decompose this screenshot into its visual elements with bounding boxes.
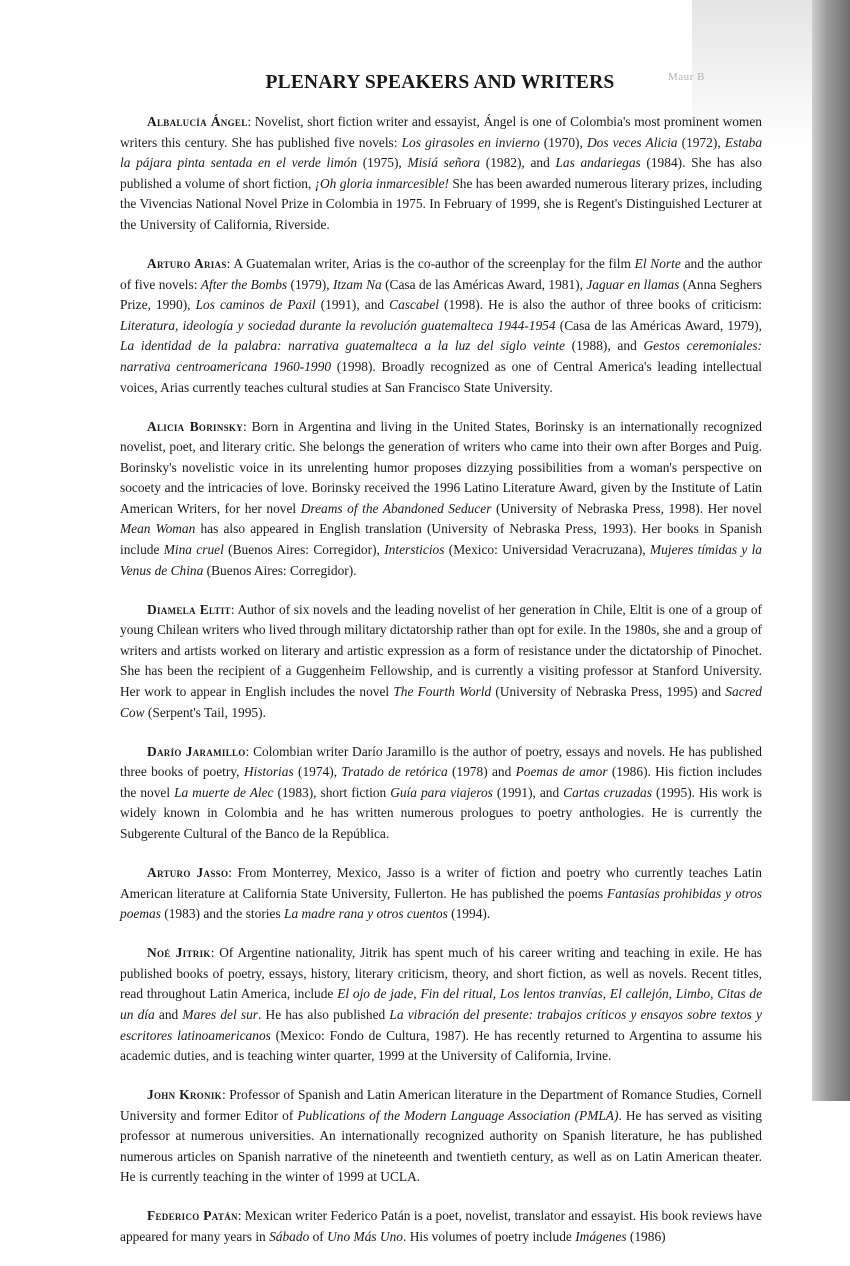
work-title: Mina cruel	[163, 542, 224, 558]
speaker-name: Arturo Arias	[147, 255, 227, 271]
speaker-entry	[120, 943, 762, 1067]
bio-text: : Born in Argentina and living in the United States, Borinsky is an internationally recognized novelist, poet, and literary critic. She belongs the generation of writers who came into their own after Borges and Puig. Borinsky's novelistic voice in its unrelenting humor proposes dizzying possibilities from a woman's perspective on socoety and the intricacies of love. Borinsky received the 1996 Latino Literature Award, given by the Institute of Latin American Writers, for her novel	[120, 418, 763, 516]
bio-text: (1994).	[447, 906, 491, 922]
work-title: La madre rana y otros cuentos	[284, 906, 448, 922]
bio-text: : Mexican writer Federico Patán is a poet, novelist, translator and essayist. His book reviews have appeared for many years in	[120, 1208, 763, 1245]
bio-text: (Casa de las Américas Award, 1979),	[555, 317, 763, 333]
bio-text: : Novelist, short fiction writer and essayist, Ángel is one of Colombia's most prominent women writers this century. She has published five novels:	[120, 114, 762, 150]
speaker-entry	[120, 417, 762, 582]
bio-text: (1979),	[287, 276, 333, 292]
work-title: Literatura, ideología y sociedad durante la revolución guatemalteca 1944-1954	[120, 317, 556, 333]
work-title: The Fourth World	[393, 684, 492, 700]
speaker-entry	[120, 254, 762, 398]
bio-text: (Anna Seghers Prize, 1990),	[120, 276, 763, 313]
work-title: Guía para viajeros	[390, 784, 493, 800]
work-title: Citas de un día	[120, 986, 763, 1022]
work-title: Los lentos tranvías	[499, 986, 603, 1002]
bio-text: . He has also published	[258, 1006, 390, 1022]
speaker-entry	[120, 863, 762, 925]
bleed-through-text: Maur B	[668, 71, 705, 83]
bio-text: has also appeared in English translation (University of Nebraska Press, 1993). Her books in Spanish include	[120, 521, 762, 558]
bio-text: (Buenos Aires: Corregidor),	[223, 542, 385, 558]
work-title: Tratado de retórica	[341, 764, 448, 780]
work-title: Mean Woman	[120, 521, 196, 537]
bio-text: (University of Nebraska Press, 1998). Her novel	[491, 500, 762, 516]
bio-text: ,	[668, 986, 676, 1002]
work-title: Cartas cruzadas	[563, 784, 652, 800]
work-title: Dreams of the Abandoned Seducer	[300, 500, 492, 516]
work-title: Intersticios	[384, 542, 445, 558]
speaker-entry	[120, 600, 762, 724]
bio-text: : Colombian writer Darío Jaramillo is the author of poetry, essays and novels. He has published three books of poetry,	[120, 743, 762, 780]
bio-text: (1986)	[626, 1229, 666, 1245]
bio-text: (1974),	[293, 764, 342, 780]
work-title: Fantasías prohibidas y otros poemas	[120, 885, 762, 922]
bio-text: She has been awarded numerous literary prizes, including the Vivencias National Novel Prize in Colombia in 1975. In February of 1999, she is Regent's Distinguished Lecturer at the University of California, Riverside.	[120, 175, 762, 232]
bio-text: (1970),	[539, 134, 587, 150]
bio-text: ,	[413, 986, 421, 1002]
speaker-name: Albalucía Ángel	[147, 114, 248, 129]
speaker-name: Alicia Borinsky	[147, 418, 244, 434]
work-title: Gestos ceremoniales: narrativa centroamericana 1960-1990	[120, 338, 762, 374]
bio-text: ,	[710, 986, 718, 1002]
bio-text: (1983) and the stories	[160, 906, 285, 922]
speaker-name: Federico Patán	[147, 1208, 238, 1224]
work-title: La vibración del presente: trabajos críticos y ensayos sobre textos y escritores latinoamericanos	[120, 1006, 762, 1043]
work-title: Misiá señora	[407, 155, 481, 171]
work-title: Dos veces Alicia	[586, 134, 678, 150]
bio-text: : A Guatemalan writer, Arias is the co-author of the screenplay for the film	[226, 255, 635, 271]
work-title: El ojo de jade	[337, 986, 414, 1002]
work-title: Fin del ritual	[420, 986, 493, 1002]
bio-text: (1991), and	[492, 784, 564, 800]
speaker-name: Darío Jaramillo	[147, 743, 246, 759]
bio-text: : From Monterrey, Mexico, Jasso is a writer of fiction and poetry who currently teaches Latin American literature at California State University, Fullerton. He has published the poems	[120, 864, 762, 901]
bio-text: (Casa de las Américas Award, 1981),	[381, 276, 587, 292]
work-title: Imágenes	[575, 1229, 627, 1245]
work-title: Historias	[243, 764, 294, 780]
speaker-name: Noé Jitrik	[147, 945, 211, 961]
work-title: Sacred Cow	[120, 684, 762, 720]
bio-text: (1982), and	[480, 155, 556, 171]
speaker-list	[120, 112, 762, 1266]
speaker-name: John Kronik	[147, 1087, 222, 1103]
bio-text: and the author of five novels:	[120, 255, 763, 292]
bio-text: (1984). She has also published a volume of short fiction,	[120, 155, 762, 191]
bio-text: (1983), short fiction	[273, 784, 391, 800]
bio-text: (Mexico: Fondo de Cultura, 1987). He has recently returned to Argentina to assume his academic duties, and is teaching winter quarter, 1999 at the University of California, Irvine.	[120, 1027, 762, 1064]
work-title: Cascabel	[389, 297, 439, 313]
work-title: Limbo	[675, 986, 711, 1002]
speaker-name: Arturo Jasso	[147, 864, 229, 880]
bio-text: (Mexico: Universidad Veracruzana),	[444, 542, 650, 558]
bio-text: (University of Nebraska Press, 1995) and	[491, 684, 726, 700]
bio-text: of	[309, 1229, 328, 1245]
bio-text: (1998). He is also the author of three books of criticism:	[439, 297, 762, 313]
bio-text: ,	[492, 986, 500, 1002]
bio-text: and	[154, 1006, 183, 1022]
work-title: Uno Más Uno	[327, 1229, 404, 1245]
bio-text: : Professor of Spanish and Latin American literature in the Department of Romance Studies, Cornell University and former Editor of	[120, 1087, 762, 1123]
bio-text: (1995). His work is widely known in Colombia and he has written numerous prologues to poetry anthologies. He is currently the Subgerente Cultural of the Banco de la República.	[120, 784, 762, 841]
bio-text: . He has served as visiting professor at numerous universities. An internationally recognized authority on Spanish literature, he has published numerous articles on Spanish narrative of the nineteenth and twentieth century, as well as on Latin American theater. He is currently teaching in the winter of 1999 at UCLA.	[120, 1107, 762, 1185]
page-binding-edge	[812, 0, 850, 1101]
speaker-entry	[120, 112, 762, 236]
work-title: La muerte de Alec	[174, 784, 274, 800]
bio-text: : Author of six novels and the leading novelist of her generation in Chile, Eltit is one of a group of young Chilean writers who lived through military dictatorship rather than opt for exile. In the 1980s, she and a group of writers and artists worked on literary and artistic expression as a form of resistance under the dictatorship of Pinochet. She has been the recipient of a Guggenheim Fellowship, and is currently a visiting professor at Stanford University. Her work to appear in English includes the novel	[120, 601, 762, 700]
work-title: Jaguar en llamas	[586, 276, 680, 292]
bio-text: (1988), and	[564, 338, 644, 354]
work-title: Itzam Na	[332, 276, 382, 292]
work-title: Sábado	[269, 1229, 310, 1245]
bio-text: (1978) and	[447, 764, 516, 780]
bio-text: (Buenos Aires: Corregidor).	[203, 562, 357, 578]
bio-text: (1972),	[677, 134, 725, 150]
speaker-entry	[120, 1206, 762, 1247]
work-title: La identidad de la palabra: narrativa guatemalteca a la luz del siglo veinte	[120, 338, 565, 354]
page-title: PLENARY SPEAKERS AND WRITERS	[265, 72, 615, 93]
bio-text: : Of Argentine nationality, Jitrik has spent much of his career writing and teaching in exile. He has published books of poetry, essays, history, literary criticism, theory, and short fiction, as well as novels. Recent titles, read throughout Latin America, include	[120, 945, 762, 1002]
work-title: Publications of the Modern Language Association (PMLA)	[297, 1107, 619, 1123]
bio-text: (1975),	[357, 155, 408, 171]
work-title: Estaba la pájara pinta sentada en el verde limón	[120, 134, 763, 171]
bio-text: (1998). Broadly recognized as one of Central America's leading intellectual voices, Arias currently teaches cultural studies at San Francisco State University.	[120, 358, 762, 395]
bio-text: ,	[602, 986, 610, 1002]
bio-text: . His volumes of poetry include	[403, 1229, 576, 1245]
work-title: Poemas de amor	[515, 764, 608, 780]
work-title: Mujeres tímidas y la Venus de China	[120, 542, 762, 578]
work-title: Los girasoles en invierno	[401, 134, 540, 150]
work-title: Mares del sur	[182, 1006, 258, 1022]
bio-text: (Serpent's Tail, 1995).	[144, 704, 266, 720]
work-title: El Norte	[634, 255, 681, 271]
speaker-name: Diamela Eltit	[147, 601, 231, 617]
work-title: Las andariegas	[555, 155, 641, 171]
speaker-entry	[120, 742, 762, 845]
bio-text: (1986). His fiction includes the novel	[120, 764, 762, 800]
work-title: El callejón	[609, 986, 669, 1002]
work-title: After the Bombs	[200, 276, 288, 292]
work-title: ¡Oh gloria inmarcesible!	[314, 175, 449, 191]
bio-text: (1991), and	[315, 297, 390, 313]
work-title: Los caminos de Paxil	[195, 297, 316, 313]
